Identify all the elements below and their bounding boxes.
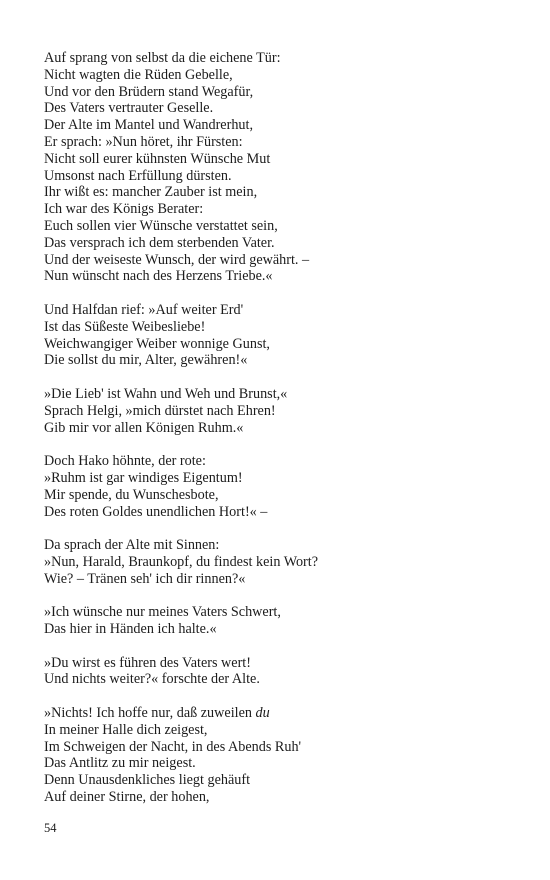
poem-line-text: Im Schweigen der Nacht, in des Abends Ruh' (44, 738, 302, 755)
poem-line (44, 151, 514, 168)
poem-line-text: Umsonst nach Erfüllung dürsten. (44, 167, 232, 184)
stanza (44, 655, 514, 689)
poem-line (44, 537, 514, 554)
poem-line (44, 100, 514, 117)
poem-line (44, 67, 514, 84)
poem-line (44, 168, 514, 185)
poem-line-text: »Die Lieb' ist Wahn und Weh und Brunst,« (44, 385, 288, 402)
poem-line-text: Ich war des Königs Berater: (44, 201, 204, 218)
poem-line-text: Sprach Helgi, »mich dürstet nach Ehren! (44, 402, 276, 419)
poem-line-text: »Ich wünsche nur meines Vaters Schwert, (44, 604, 281, 621)
poem-line (44, 201, 514, 218)
poem-line-text: Mir spende, du Wunschesbote, (44, 486, 219, 503)
poem-text (44, 50, 514, 823)
poem-line-text: Und nichts weiter?« forschte der Alte. (44, 671, 260, 688)
poem-line-text: Auf sprang von selbst da die eichene Tür: (44, 50, 281, 66)
poem-line (44, 268, 514, 285)
poem-line (44, 184, 514, 201)
poem-line (44, 403, 514, 420)
poem-line-text: Euch sollen vier Wünsche verstattet sein, (44, 217, 278, 234)
poem-line-text: Das versprach ich dem sterbenden Vater. (44, 234, 275, 251)
stanza (44, 386, 514, 436)
poem-line (44, 302, 514, 319)
poem-line-text: Nicht wagten die Rüden Gebelle, (44, 66, 233, 83)
poem-line (44, 319, 514, 336)
stanza (44, 705, 514, 806)
poem-line-text: In meiner Halle dich zeigest, (44, 721, 208, 738)
poem-line (44, 789, 514, 806)
poem-line-text: Weichwangiger Weiber wonnige Gunst, (44, 335, 270, 352)
poem-line (44, 755, 514, 772)
poem-line-emphasis: du (255, 705, 270, 722)
poem-line-text: Und der weiseste Wunsch, der wird gewährt. – (44, 251, 310, 268)
poem-line-text: Das hier in Händen ich halte.« (44, 621, 217, 638)
poem-line (44, 218, 514, 235)
poem-line-text: Auf deiner Stirne, der hohen, (44, 789, 210, 806)
poem-line-text: Denn Unausdenkliches liegt gehäuft (44, 772, 251, 789)
poem-line-text: Des Vaters vertrauter Geselle. (44, 100, 214, 117)
poem-line (44, 84, 514, 101)
poem-line (44, 772, 514, 789)
poem-line-text: Nicht soll eurer kühnsten Wünsche Mut (44, 150, 271, 167)
poem-line-text: »Du wirst es führen des Vaters wert! (44, 654, 251, 671)
poem-line (44, 386, 514, 403)
stanza (44, 50, 514, 285)
page-number: 54 (44, 821, 57, 835)
poem-line-text: Des roten Goldes unendlichen Hort!« – (44, 503, 268, 520)
poem-line-text: Und Halfdan rief: »Auf weiter Erd' (44, 301, 244, 318)
poem-line (44, 420, 514, 437)
poem-line (44, 705, 514, 722)
poem-line-text: Da sprach der Alte mit Sinnen: (44, 537, 220, 554)
poem-line (44, 604, 514, 621)
poem-line-text: Er sprach: »Nun höret, ihr Fürsten: (44, 133, 243, 150)
poem-line-text: Und vor den Brüdern stand Wegafür, (44, 83, 254, 100)
poem-line (44, 487, 514, 504)
poem-line-text: Doch Hako höhnte, der rote: (44, 453, 206, 470)
poem-line (44, 621, 514, 638)
poem-line (44, 252, 514, 269)
stanza (44, 302, 514, 369)
poem-line-text: Ist das Süßeste Weibesliebe! (44, 318, 206, 335)
poem-line-text: »Nun, Harald, Braunkopf, du findest kein Wort? (44, 553, 319, 570)
poem-line-text: Gib mir vor allen Königen Ruhm.« (44, 419, 244, 436)
poem-line-text: Ihr wißt es: mancher Zauber ist mein, (44, 184, 258, 201)
poem-line-text: »Nichts! Ich hoffe nur, daß zuweilen (44, 705, 256, 722)
poem-line (44, 655, 514, 672)
poem-line-text: »Ruhm ist gar windiges Eigentum! (44, 469, 243, 486)
poem-line (44, 235, 514, 252)
poem-line-text: Nun wünscht nach des Herzens Triebe.« (44, 268, 273, 285)
stanza (44, 537, 514, 587)
stanza (44, 453, 514, 520)
poem-line (44, 571, 514, 588)
poem-line (44, 352, 514, 369)
poem-line (44, 117, 514, 134)
poem-line (44, 336, 514, 353)
poem-line (44, 671, 514, 688)
poem-line (44, 50, 514, 67)
poem-line (44, 504, 514, 521)
poem-line (44, 554, 514, 571)
poem-line-text: Wie? – Tränen seh' ich dir rinnen?« (44, 570, 246, 587)
poem-line (44, 134, 514, 151)
poem-line (44, 470, 514, 487)
poem-line-text: Das Antlitz zu mir neigest. (44, 755, 196, 772)
poem-line-text: Die sollst du mir, Alter, gewähren!« (44, 352, 248, 369)
stanza (44, 604, 514, 638)
poem-line (44, 739, 514, 756)
poem-line (44, 722, 514, 739)
poem-line (44, 453, 514, 470)
poem-line-text: Der Alte im Mantel und Wandrerhut, (44, 117, 253, 134)
